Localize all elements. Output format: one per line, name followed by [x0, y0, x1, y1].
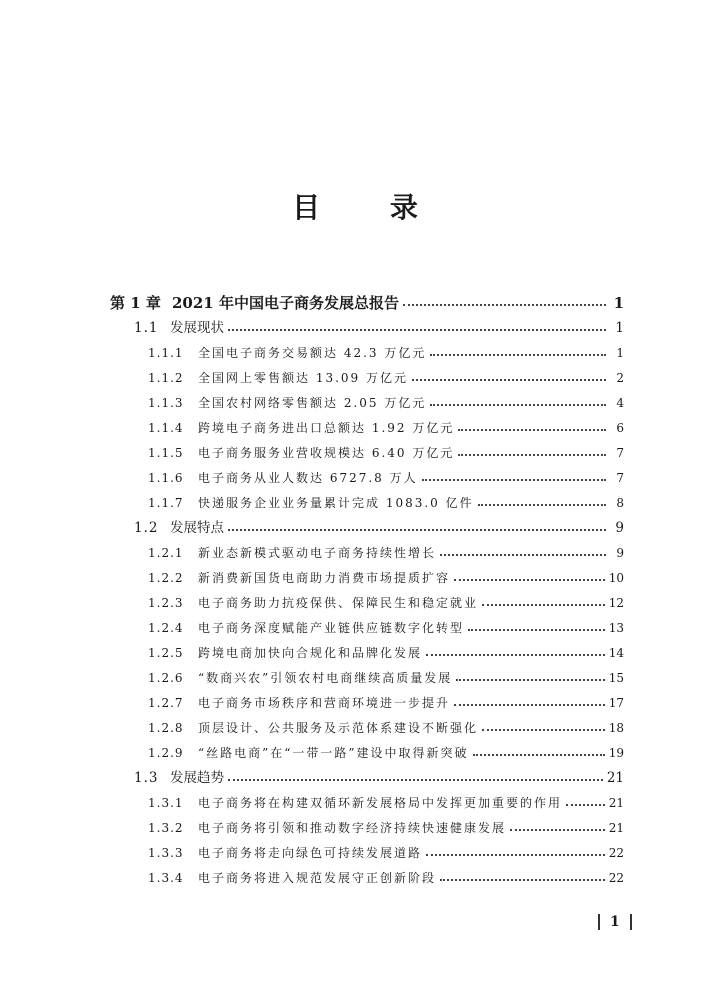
dot-leader: [473, 754, 605, 756]
item-title: 电子商务助力抗疫保供、保障民生和稳定就业: [198, 596, 479, 610]
footer-page-number: [588, 914, 642, 930]
dot-leader: [454, 579, 605, 581]
item-number: 1.1.1: [148, 346, 184, 360]
toc-section-1-1[interactable]: [134, 316, 624, 340]
item-title: 新业态新模式驱动电子商务持续性增长: [198, 546, 437, 560]
dot-leader: [228, 329, 606, 331]
page-number: 19: [608, 746, 624, 760]
page-number: 21: [608, 821, 624, 835]
page-number: 9: [615, 520, 624, 536]
divider: [598, 914, 600, 930]
toc-item-1-3-3[interactable]: [148, 841, 624, 865]
dot-leader: [422, 479, 606, 481]
section-title: 发展趋势: [170, 770, 224, 786]
toc-item-1-2-8[interactable]: [148, 716, 624, 740]
page-number: 17: [608, 696, 624, 710]
dot-leader: [412, 379, 606, 381]
toc-item-1-1-3[interactable]: [148, 391, 624, 415]
item-title: 全国农村网络零售额达 2.05 万亿元: [198, 396, 427, 410]
item-number: 1.2.4: [148, 621, 184, 635]
page-number: 2: [616, 371, 624, 385]
dot-leader: [468, 629, 605, 631]
item-title: 新消费新国货电商助力消费市场提质扩容: [198, 571, 451, 585]
dot-leader: [566, 804, 605, 806]
page-title: 目 录: [292, 191, 448, 224]
item-number: 1.3.1: [148, 796, 184, 810]
section-title: 发展现状: [170, 320, 224, 336]
page-number: 22: [608, 846, 624, 860]
dot-leader: [426, 854, 605, 856]
item-number: 1.1.3: [148, 396, 184, 410]
page-number: 7: [616, 471, 624, 485]
toc-item-1-2-5[interactable]: [148, 641, 624, 665]
toc-item-1-3-2[interactable]: [148, 816, 624, 840]
item-title: 电子商务市场秩序和营商环境进一步提升: [198, 696, 451, 710]
page-number: 9: [616, 546, 624, 560]
item-title: 电子商务将进入规范发展守正创新阶段: [198, 871, 437, 885]
item-title: 电子商务将在构建双循环新发展格局中发挥更加重要的作用: [198, 796, 563, 810]
dot-leader: [440, 554, 606, 556]
item-number: 1.2.2: [148, 571, 184, 585]
item-number: 1.3.3: [148, 846, 184, 860]
item-title: “丝路电商”在“一带一路”建设中取得新突破: [198, 746, 469, 760]
toc-item-1-2-4[interactable]: [148, 616, 624, 640]
dot-leader: [458, 454, 606, 456]
page-number: 15: [608, 671, 624, 685]
page-number: 1: [615, 320, 624, 336]
dot-leader: [510, 829, 605, 831]
toc-item-1-2-3[interactable]: [148, 591, 624, 615]
dot-leader: [454, 704, 605, 706]
item-number: 1.2.3: [148, 596, 184, 610]
item-title: 电子商务服务业营收规模达 6.40 万亿元: [198, 446, 455, 460]
section-number: 1.2: [134, 520, 159, 536]
section-title: 发展特点: [170, 520, 224, 536]
toc-item-1-2-1[interactable]: [148, 541, 624, 565]
item-number: 1.1.2: [148, 371, 184, 385]
toc-item-1-1-5[interactable]: [148, 441, 624, 465]
toc-chapter-1[interactable]: [110, 291, 624, 315]
toc-item-1-2-6[interactable]: [148, 666, 624, 690]
chapter-title: 2021 年中国电子商务发展总报告: [172, 294, 399, 312]
dot-leader: [430, 404, 606, 406]
toc-item-1-2-2[interactable]: [148, 566, 624, 590]
toc-item-1-2-9[interactable]: [148, 741, 624, 765]
toc-item-1-1-2[interactable]: [148, 366, 624, 390]
item-number: 1.3.2: [148, 821, 184, 835]
item-title: 全国电子商务交易额达 42.3 万亿元: [198, 346, 427, 360]
page-number: 21: [606, 770, 624, 786]
item-number: 1.3.4: [148, 871, 184, 885]
page-number-label: 1: [610, 914, 620, 930]
dot-leader: [228, 779, 603, 781]
item-title: 跨境电子商务进出口总额达 1.92 万亿元: [198, 421, 455, 435]
dot-leader: [458, 429, 606, 431]
item-title: 顶层设计、公共服务及示范体系建设不断强化: [198, 721, 479, 735]
dot-leader: [482, 604, 605, 606]
toc-item-1-1-1[interactable]: [148, 341, 624, 365]
page-number: 4: [616, 396, 624, 410]
toc-section-1-2[interactable]: [134, 516, 624, 540]
item-number: 1.1.5: [148, 446, 184, 460]
page-number: 1: [616, 346, 624, 360]
dot-leader: [482, 729, 605, 731]
page-number: 14: [608, 646, 624, 660]
item-number: 1.1.7: [148, 496, 184, 510]
page-number: 13: [608, 621, 624, 635]
dot-leader: [228, 529, 606, 531]
item-title: “数商兴农”引领农村电商继续高质量发展: [198, 671, 453, 685]
divider: [630, 914, 632, 930]
item-title: 电子商务深度赋能产业链供应链数字化转型: [198, 621, 465, 635]
dot-leader: [478, 504, 606, 506]
item-title: 电子商务将走向绿色可持续发展道路: [198, 846, 423, 860]
toc-section-1-3[interactable]: [134, 766, 624, 790]
item-number: 1.2.5: [148, 646, 184, 660]
dot-leader: [403, 304, 606, 306]
item-title: 跨境电商加快向合规化和品牌化发展: [198, 646, 423, 660]
toc-item-1-1-4[interactable]: [148, 416, 624, 440]
section-number: 1.1: [134, 320, 159, 336]
item-title: 电子商务将引领和推动数字经济持续快速健康发展: [198, 821, 507, 835]
item-number: 1.2.9: [148, 746, 184, 760]
item-number: 1.1.4: [148, 421, 184, 435]
toc-item-1-2-7[interactable]: [148, 691, 624, 715]
item-title: 快递服务企业业务量累计完成 1083.0 亿件: [198, 496, 474, 510]
page-number: 7: [616, 446, 624, 460]
toc-item-1-3-4[interactable]: [148, 866, 624, 890]
page-number: 10: [608, 571, 624, 585]
page-number: 12: [608, 596, 624, 610]
item-number: 1.2.1: [148, 546, 184, 560]
page-number: 8: [616, 496, 624, 510]
toc-item-1-1-6[interactable]: [148, 466, 624, 490]
page-number: 18: [608, 721, 624, 735]
dot-leader: [426, 654, 605, 656]
item-title: 全国网上零售额达 13.09 万亿元: [198, 371, 408, 385]
section-number: 1.3: [134, 770, 159, 786]
dot-leader: [456, 679, 604, 681]
item-number: 1.2.6: [148, 671, 184, 685]
item-title: 电子商务从业人数达 6727.8 万人: [198, 471, 418, 485]
toc-item-1-1-7[interactable]: [148, 491, 624, 515]
chapter-number: 第 1 章: [110, 294, 161, 312]
dot-leader: [440, 879, 605, 881]
page-number: 21: [608, 796, 624, 810]
page-number: 6: [616, 421, 624, 435]
toc-item-1-3-1[interactable]: [148, 791, 624, 815]
page-number: 22: [608, 871, 624, 885]
item-number: 1.1.6: [148, 471, 184, 485]
page-number: 1: [613, 294, 624, 312]
dot-leader: [430, 354, 606, 356]
item-number: 1.2.7: [148, 696, 184, 710]
item-number: 1.2.8: [148, 721, 184, 735]
